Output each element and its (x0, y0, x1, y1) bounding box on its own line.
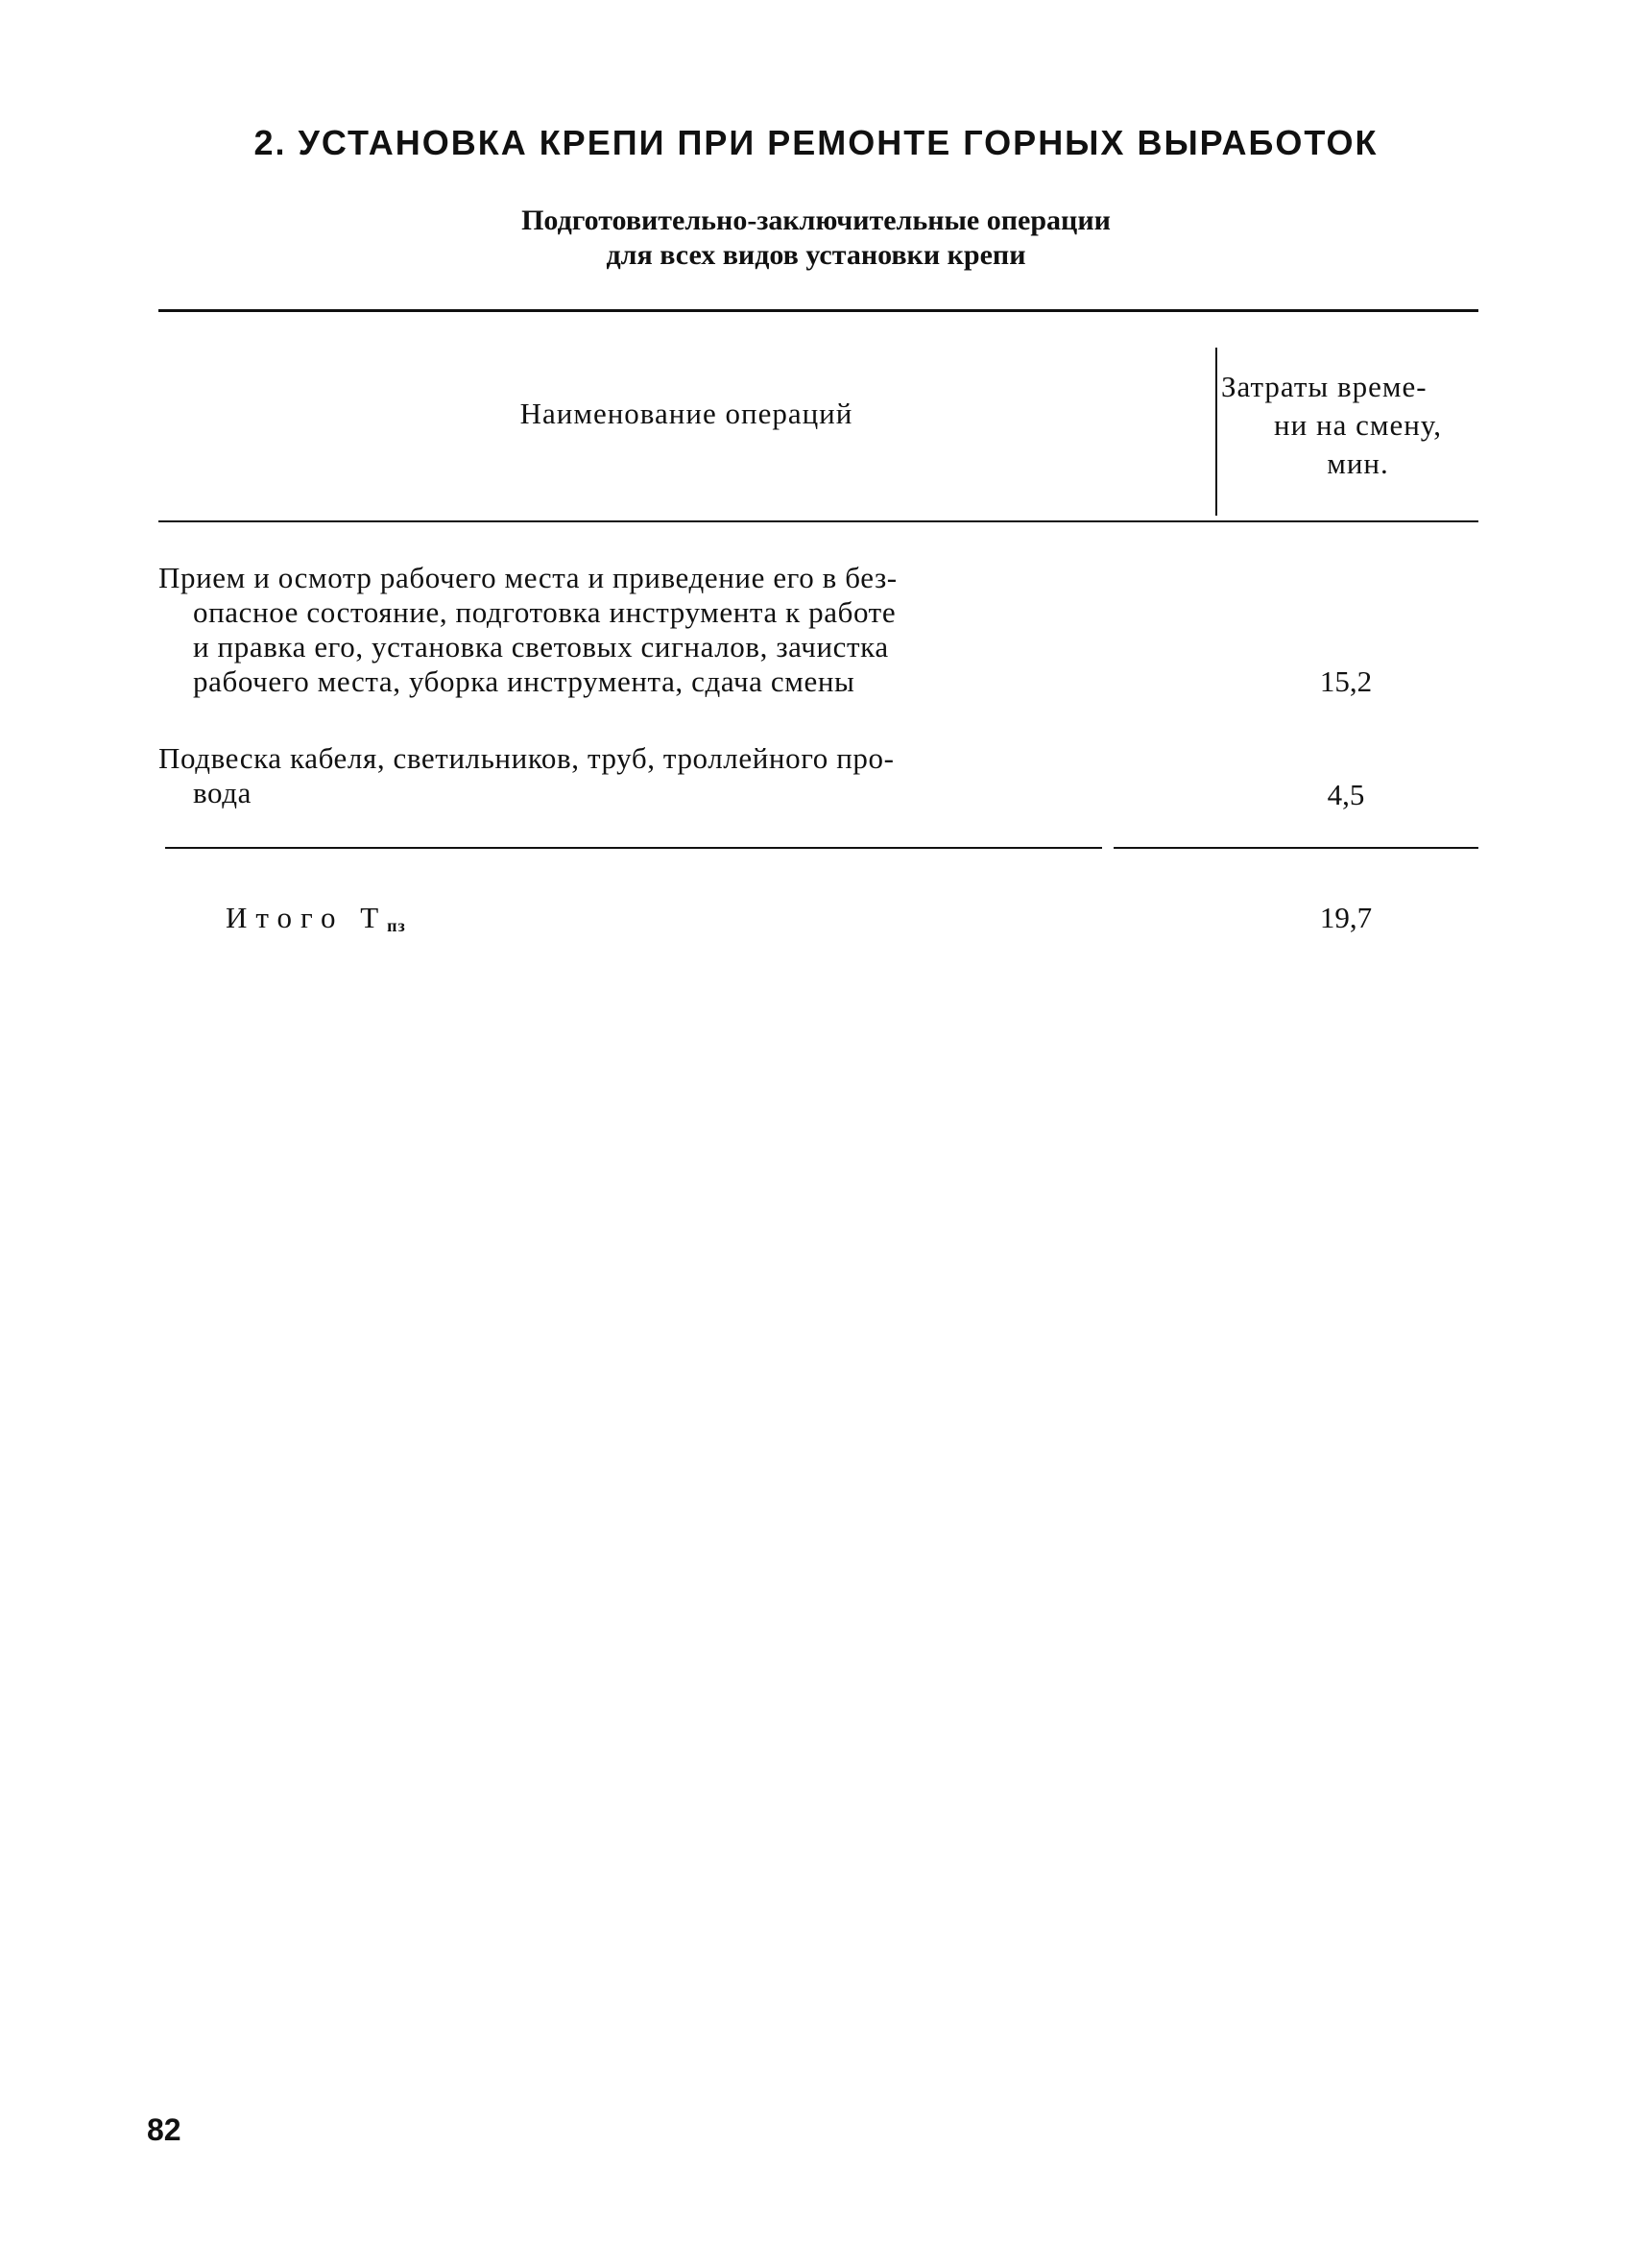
operation-line: рабочего места, уборка инструмента, сдача смены (193, 664, 855, 698)
column-header-time-line-1: Затраты време- (1221, 370, 1428, 403)
header-bottom-rule (158, 520, 1478, 522)
operation-description (158, 561, 1080, 699)
page-number: 82 (147, 2112, 181, 2147)
total-label-text: Итого T (226, 901, 388, 934)
total-label-subscript: пз (387, 916, 406, 935)
column-header-time-line-3: мин. (1327, 446, 1389, 480)
table-top-rule (158, 309, 1478, 312)
operation-description (158, 741, 1080, 810)
operation-time-value: 4,5 (1327, 778, 1365, 811)
table-caption-line-1: Подготовительно-заключительные операции (521, 205, 1111, 236)
table-bottom-rule-left (165, 847, 1102, 849)
column-header-time (1221, 368, 1495, 483)
header-column-divider (1215, 348, 1217, 516)
column-header-operation-name: Наименование операций (519, 397, 853, 430)
operation-line: и правка его, установка световых сигналов, зачистка (193, 630, 889, 664)
table-bottom-rule-right (1114, 847, 1478, 849)
operation-line: Прием и осмотр рабочего места и приведение его в без- (158, 561, 898, 594)
total-label (226, 901, 406, 936)
section-title: 2. УСТАНОВКА КРЕПИ ПРИ РЕМОНТЕ ГОРНЫХ ВЫРАБОТОК (253, 123, 1379, 162)
column-header-time-line-2: ни на смену, (1274, 408, 1442, 442)
operation-line: опасное состояние, подготовка инструмента к работе (193, 595, 897, 629)
operation-time-value: 15,2 (1319, 664, 1373, 698)
total-value: 19,7 (1319, 901, 1373, 934)
table-caption-line-2: для всех видов установки крепи (606, 239, 1026, 271)
operation-line: Подвеска кабеля, светильников, труб, троллейного про- (158, 741, 895, 775)
operation-line: вода (193, 776, 252, 809)
